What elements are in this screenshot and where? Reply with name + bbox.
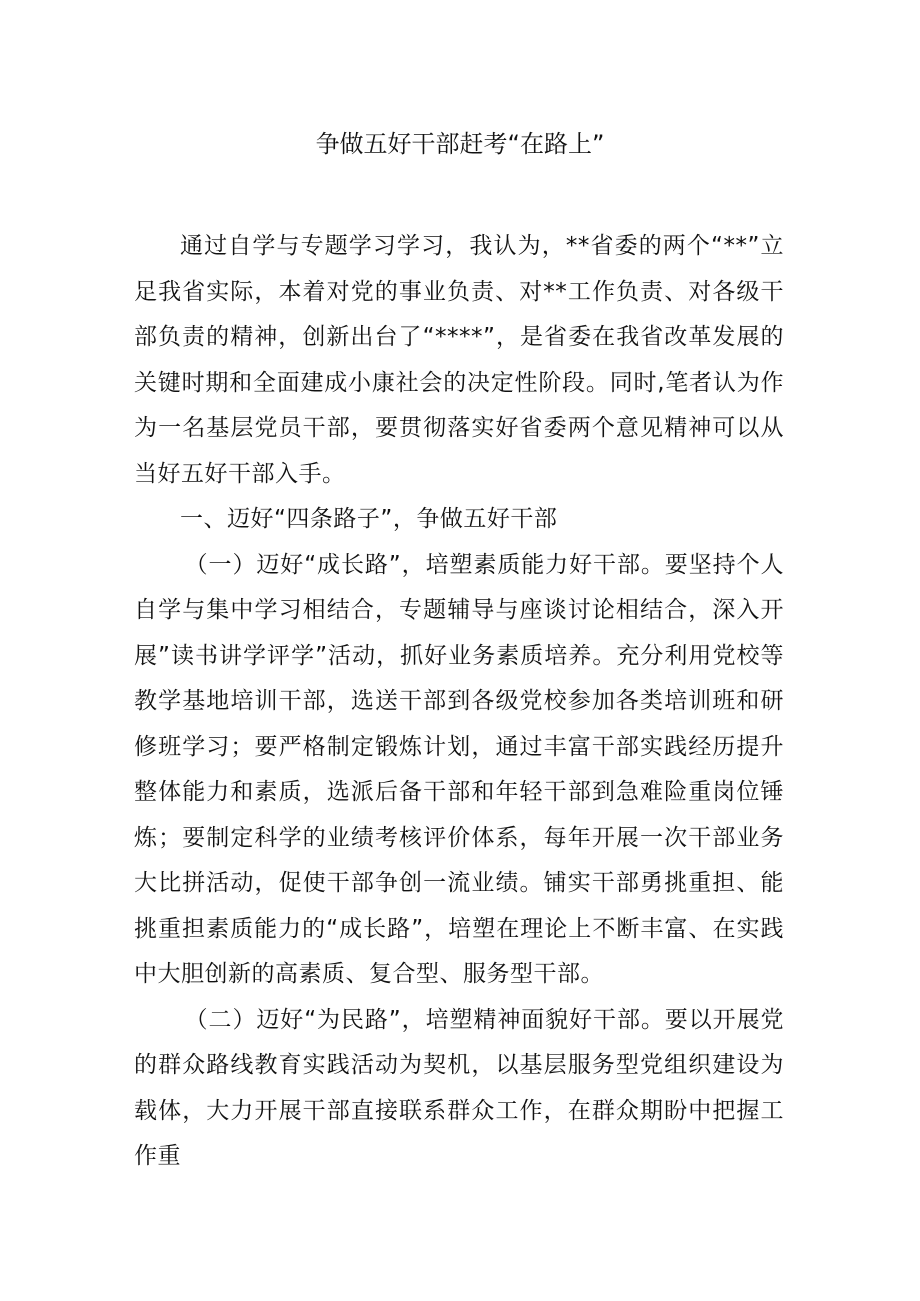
paragraph-growth-road: （一）迈好“成长路”，培塑素质能力好干部。要坚持个人自学与集中学习相结合，专题辅导与座谈讨论相结合，深入开展”读书讲学评学”活动，抓好业务素质培养。充分利用党校等教学基地培训干部，选送干部到各级党校参加各类培训班和研修班学习；要严格制定锻炼计划，通过丰富干部实践经历提升整体能力和素质，选派后备干部和年轻干部到急难险重岗位锤炼；要制定科学的业绩考核评价体系，每年开展一次干部业务大比拼活动，促使干部争创一流业绩。铺实干部勇挑重担、能挑重担素质能力的“成长路”，培塑在理论上不断丰富、在实践中大胆创新的高素质、复合型、服务型干部。	[134, 551, 784, 987]
document-title: 争做五好干部赶考“在路上”	[315, 130, 605, 158]
section-heading-1: 一、迈好“四条路子”，争做五好干部	[180, 506, 558, 532]
paragraph-intro: 通过自学与专题学习学习，我认为，**省委的两个“**”立足我省实际，本着对党的事业负责、对**工作负责、对各级干部负责的精神，创新出台了“****”，是省委在我省改革发展的关键时期和全面建成小康社会的决定性阶段。同时,笔者认为作为一名基层党员干部，要贯彻落实好省委两个意见精神可以从当好五好干部入手。	[134, 233, 784, 487]
paragraph-people-road: （二）迈好“为民路”，培塑精神面貌好干部。要以开展党的群众路线教育实践活动为契机，以基层服务型党组织建设为载体，大力开展干部直接联系群众工作，在群众期盼中把握工作重	[134, 1006, 784, 1169]
document-body	[134, 224, 784, 1180]
